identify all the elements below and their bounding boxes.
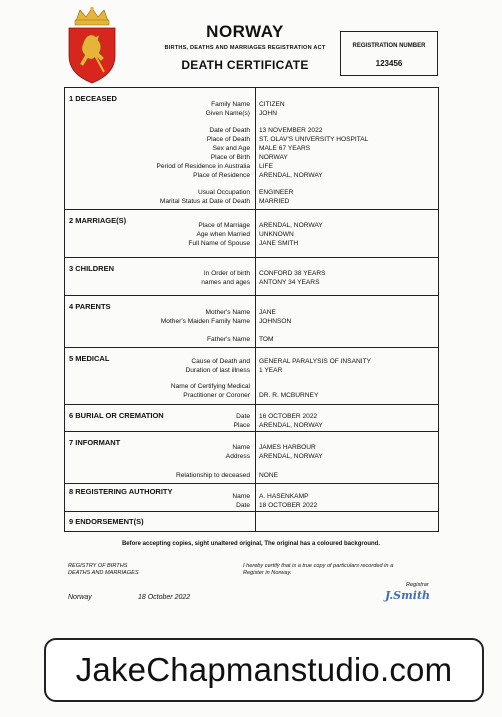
registry-line: REGISTRY OF BIRTHS [68, 563, 128, 569]
spouse-value: JANE SMITH [259, 240, 299, 247]
certify-line: Register in Norway. [243, 570, 292, 576]
section-title: 2 MARRIAGE(S) [69, 216, 127, 225]
field-label: Name [232, 444, 250, 451]
field-label: Name [232, 493, 250, 500]
document-type: DEATH CERTIFICATE [181, 58, 309, 72]
date-of-death-value: 13 NOVEMBER 2022 [259, 127, 323, 134]
field-label: Usual Occupation [197, 189, 250, 196]
field-label: names and ages [201, 279, 250, 286]
authority-name-value: A. HASENKAMP [259, 493, 309, 500]
issue-place: Norway [68, 594, 92, 601]
marriage-age-value: UNKNOWN [259, 231, 294, 238]
field-label: Period of Residence in Australia [156, 163, 250, 170]
field-label: Place of Death [206, 136, 250, 143]
field-label: Date of Death [209, 127, 250, 134]
act-title: BIRTHS, DEATHS AND MARRIAGES REGISTRATION ACT [164, 45, 326, 51]
registrar-signature: J.Smith [385, 589, 431, 602]
child-value: ANTONY 34 YEARS [259, 279, 320, 286]
section-informant [65, 432, 438, 484]
section-children [65, 258, 438, 296]
marriage-place-value: ARENDAL, NORWAY [259, 222, 323, 229]
country-title: NORWAY [206, 22, 284, 41]
place-of-death-value: ST. OLAV'S UNIVERSITY HOSPITAL [259, 136, 369, 143]
norway-coat-of-arms-icon [66, 6, 118, 84]
field-label: Given Name(s) [205, 110, 250, 117]
registration-number-box [340, 31, 438, 76]
residence-period-value: LIFE [259, 163, 273, 170]
field-label: Place of Birth [210, 154, 250, 161]
field-label: Place [233, 422, 250, 429]
issue-date: 18 October 2022 [138, 594, 191, 601]
child-value: CONFORD 38 YEARS [259, 270, 326, 277]
burial-place-value: ARENDAL, NORWAY [259, 422, 323, 429]
section-registering-authority [65, 484, 438, 512]
certificate-table [64, 87, 439, 532]
field-label: Father's Name [206, 336, 250, 343]
watermark-banner: JakeChapmanstudio.com [44, 638, 484, 702]
section-endorsements [65, 512, 438, 531]
section-medical [65, 348, 438, 405]
field-label: Family Name [211, 101, 250, 108]
marital-status-value: MARRIED [259, 198, 290, 205]
maiden-name-value: JOHNSON [259, 318, 292, 325]
authority-date-value: 18 OCTOBER 2022 [259, 502, 318, 509]
informant-name-value: JAMES HARBOUR [259, 444, 316, 451]
field-label: Duration of last illness [185, 367, 250, 374]
field-label: Full Name of Spouse [188, 240, 250, 247]
father-value: TOM [259, 336, 274, 343]
registry-office [68, 563, 139, 577]
field-label: Relationship to deceased [175, 472, 250, 479]
relationship-value: NONE [259, 472, 279, 479]
occupation-value: ENGINEER [259, 189, 294, 196]
field-label: Age when Married [196, 231, 250, 238]
section-title: 5 MEDICAL [69, 354, 110, 363]
section-title: 4 PARENTS [69, 302, 111, 311]
field-label: Mother's Name [205, 309, 250, 316]
section-burial [65, 405, 438, 432]
sex-age-value: MALE 67 YEARS [259, 145, 311, 152]
certify-line: I hereby certify that is a true copy of particulars recorded in a [243, 563, 394, 569]
cause-value: GENERAL PARALYSIS OF INSANITY [259, 358, 371, 365]
informant-address-value: ARENDAL, NORWAY [259, 453, 323, 460]
burial-date-value: 16 OCTOBER 2022 [259, 413, 318, 420]
registration-number: 123456 [375, 59, 403, 68]
field-label: Practitioner or Coroner [183, 392, 250, 399]
section-title: 8 REGISTERING AUTHORITY [69, 487, 173, 496]
section-deceased [65, 88, 438, 210]
field-label: Date [236, 413, 250, 420]
certification-statement [243, 563, 443, 577]
registrar-label: Registrar [406, 582, 429, 588]
registration-number-label: REGISTRATION NUMBER [352, 43, 426, 49]
section-title: 3 CHILDREN [69, 264, 115, 273]
field-label: In Order of birth [203, 270, 250, 277]
given-names-value: JOHN [259, 110, 277, 117]
field-label: Date [236, 502, 250, 509]
section-parents [65, 296, 438, 348]
section-title: 1 DECEASED [69, 94, 117, 103]
place-of-birth-value: NORWAY [259, 154, 288, 161]
field-label: Sex and Age [212, 145, 250, 152]
registry-line: DEATHS AND MARRIAGES [68, 570, 139, 576]
field-label: Cause of Death and [191, 358, 250, 365]
field-label: Address [225, 453, 250, 460]
section-marriage [65, 210, 438, 258]
place-of-residence-value: ARENDAL, NORWAY [259, 172, 323, 179]
field-label: Mother's Maiden Family Name [160, 318, 250, 325]
field-label: Place of Marriage [198, 222, 250, 229]
copy-notice: Before accepting copies, sight unaltered original, The original has a coloured background. [121, 541, 381, 547]
family-name-value: CITIZEN [259, 101, 285, 108]
field-label: Place of Residence [193, 172, 250, 179]
section-title: 9 ENDORSEMENT(S) [69, 517, 144, 526]
duration-value: 1 YEAR [259, 367, 283, 374]
mother-value: JANE [259, 309, 276, 316]
section-title: 7 INFORMANT [69, 438, 121, 447]
field-label: Name of Certifying Medical [170, 383, 250, 390]
section-title: 6 BURIAL OR CREMATION [69, 411, 164, 420]
field-label: Marital Status at Date of Death [159, 198, 250, 205]
practitioner-value: DR. R. MCBURNEY [259, 392, 319, 399]
